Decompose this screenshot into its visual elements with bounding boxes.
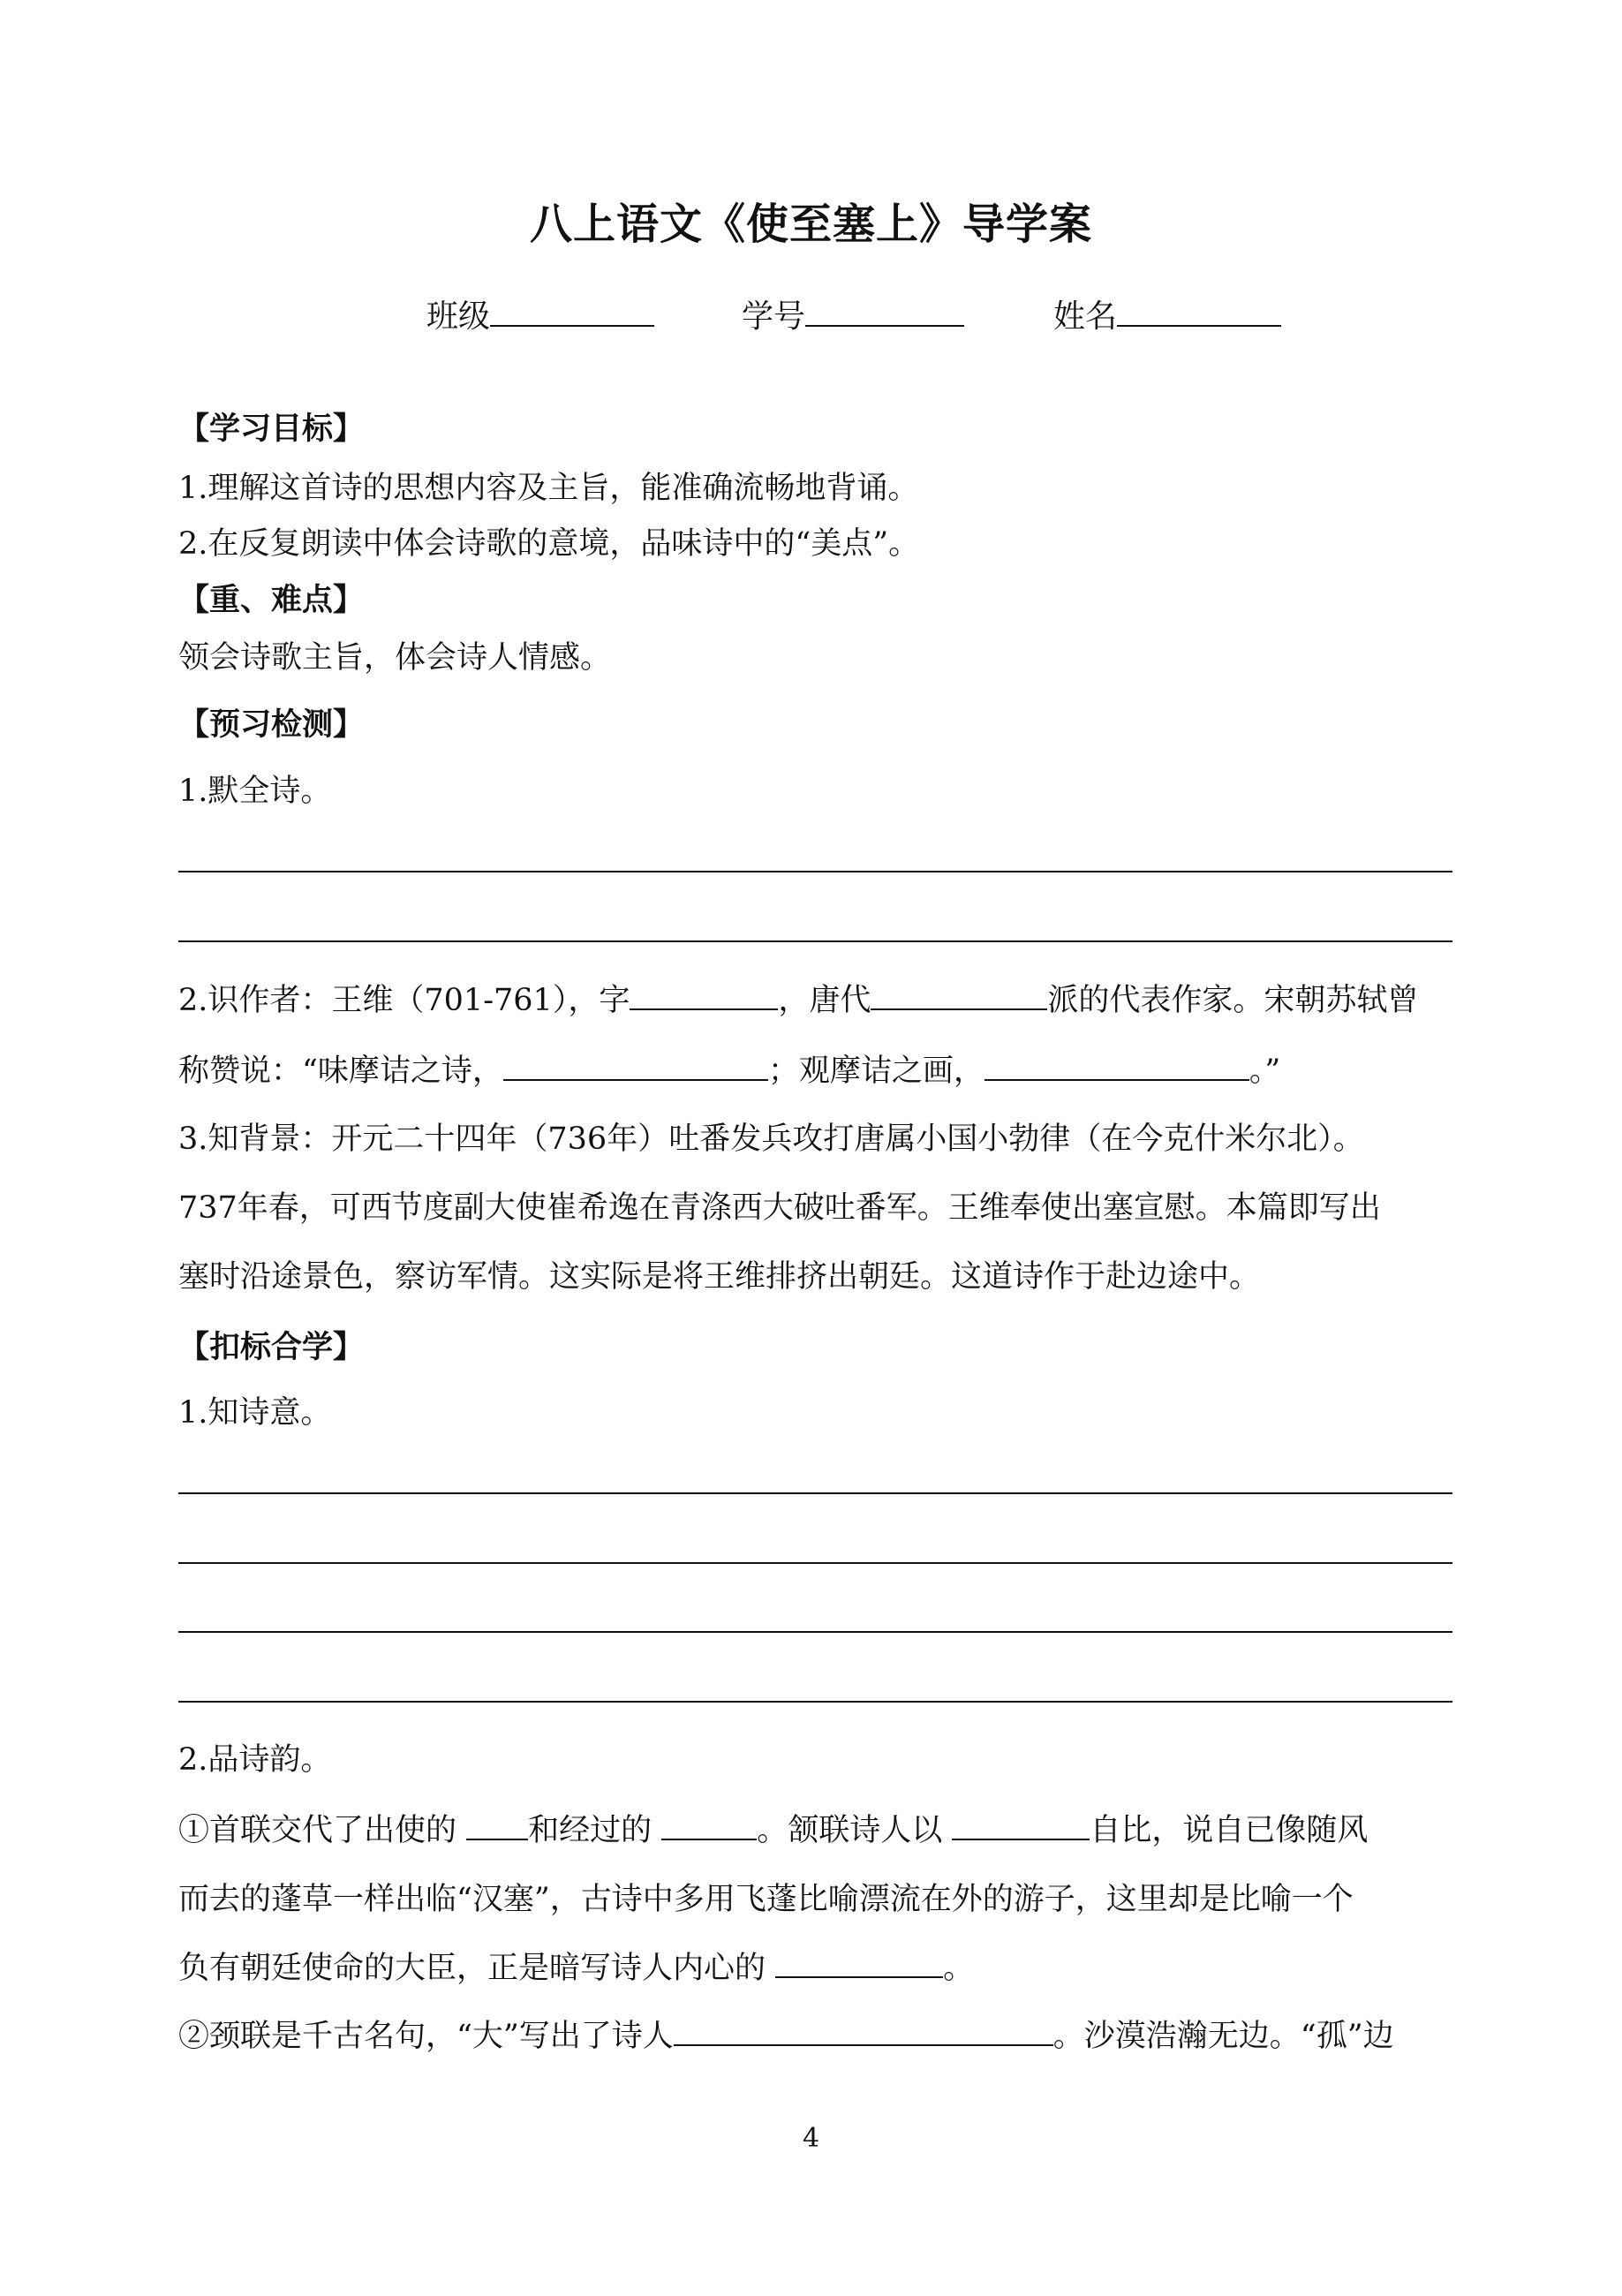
preview-q1: 1.默全诗。 <box>178 774 332 809</box>
answer-line[interactable] <box>178 871 1452 872</box>
preview-q3-line2: 737年春，可西节度副大使崔希逸在青涤西大破吐番军。王维奉使出塞宣慰。本篇即写出 <box>178 1190 1381 1226</box>
q2-text-a: 2.识作者：王维（701-761），字 <box>178 983 630 1018</box>
study-q2: 2.品诗韵。 <box>178 1742 332 1778</box>
poem-analysis-1-line2: 而去的蓬草一样出临“汉塞”，古诗中多用飞蓬比喻漂流在外的游子，这里却是比喻一个 <box>178 1882 1354 1917</box>
page-title: 八上语文《使至塞上》导学案 <box>529 200 1092 249</box>
key-points-heading: 【重、难点】 <box>178 583 365 618</box>
preview-q2-line2 <box>178 1046 1280 1091</box>
q2-text-e: ；观摩诘之画， <box>767 1054 985 1089</box>
class-blank[interactable] <box>490 298 654 327</box>
inner-feeling-blank[interactable] <box>775 1950 943 1978</box>
study-heading: 【扣标合学】 <box>178 1330 365 1365</box>
name-blank[interactable] <box>1117 298 1281 327</box>
p1-text-d: 自比，说自已像随风 <box>1090 1813 1369 1848</box>
name-label: 姓名 <box>1053 298 1118 335</box>
name-field[interactable] <box>1053 291 1281 336</box>
preview-heading: 【预习检测】 <box>178 707 365 743</box>
p1-text-a: ①首联交代了出使的 <box>178 1813 467 1848</box>
preview-q3-line3: 塞时沿途景色，察访军情。这实际是将王维排挤出朝廷。这道诗作于赴边途中。 <box>178 1259 1261 1295</box>
painting-quote-blank[interactable] <box>985 1053 1249 1081</box>
q2-text-c: 派的代表作家。宋朝苏轼曾 <box>1047 983 1419 1018</box>
preview-q3-line1: 3.知背景：开元二十四年（736年）吐番发兵攻打唐属小国小勃律（在今克什米尔北）。 <box>178 1122 1364 1157</box>
self-comparison-blank[interactable] <box>952 1812 1090 1840</box>
number-field[interactable] <box>742 291 964 336</box>
p1-text-c: 。颔联诗人以 <box>757 1813 953 1848</box>
q2-text-f: 。” <box>1249 1054 1281 1089</box>
poem-quote-blank[interactable] <box>503 1053 768 1081</box>
p2-text-a: ②颈联是千古名句，“大”写出了诗人 <box>178 2019 674 2054</box>
p1-text-f: 。 <box>943 1951 975 1986</box>
p1-text-e: 负有朝廷使命的大臣，正是暗写诗人内心的 <box>178 1951 776 1986</box>
answer-line[interactable] <box>178 1562 1452 1564</box>
route-blank[interactable] <box>661 1812 757 1840</box>
p2-text-b: 。沙漠浩瀚无边。“孤”边 <box>1052 2019 1394 2054</box>
answer-line[interactable] <box>178 1631 1452 1633</box>
poem-analysis-2-line1 <box>178 2012 1394 2056</box>
q2-text-b: ，唐代 <box>778 983 871 1018</box>
class-label: 班级 <box>426 298 491 335</box>
poem-analysis-1-line3 <box>178 1944 974 1988</box>
answer-line[interactable] <box>178 1492 1452 1494</box>
class-field[interactable] <box>426 291 654 336</box>
goals-heading: 【学习目标】 <box>178 412 365 447</box>
answer-line[interactable] <box>178 940 1452 942</box>
courtesy-name-blank[interactable] <box>630 982 778 1010</box>
number-label: 学号 <box>742 298 806 335</box>
goal-item-1: 1.理解这首诗的思想内容及主旨，能准确流畅地背诵。 <box>178 471 919 506</box>
number-blank[interactable] <box>805 298 964 327</box>
p1-text-b: 和经过的 <box>528 1813 662 1848</box>
da-meaning-blank[interactable] <box>674 2018 1053 2046</box>
destination-blank[interactable] <box>466 1812 528 1840</box>
school-blank[interactable] <box>871 982 1047 1010</box>
key-points-text: 领会诗歌主旨，体会诗人情感。 <box>178 640 612 676</box>
study-q1: 1.知诗意。 <box>178 1395 332 1431</box>
q2-text-d: 称赞说：“味摩诘之诗， <box>178 1054 503 1089</box>
answer-line[interactable] <box>178 1701 1452 1703</box>
goal-item-2: 2.在反复朗读中体会诗歌的意境，品味诗中的“美点”。 <box>178 526 920 562</box>
preview-q2-line1 <box>178 976 1418 1020</box>
page-number: 4 <box>802 2123 820 2154</box>
poem-analysis-1-line1 <box>178 1806 1368 1850</box>
